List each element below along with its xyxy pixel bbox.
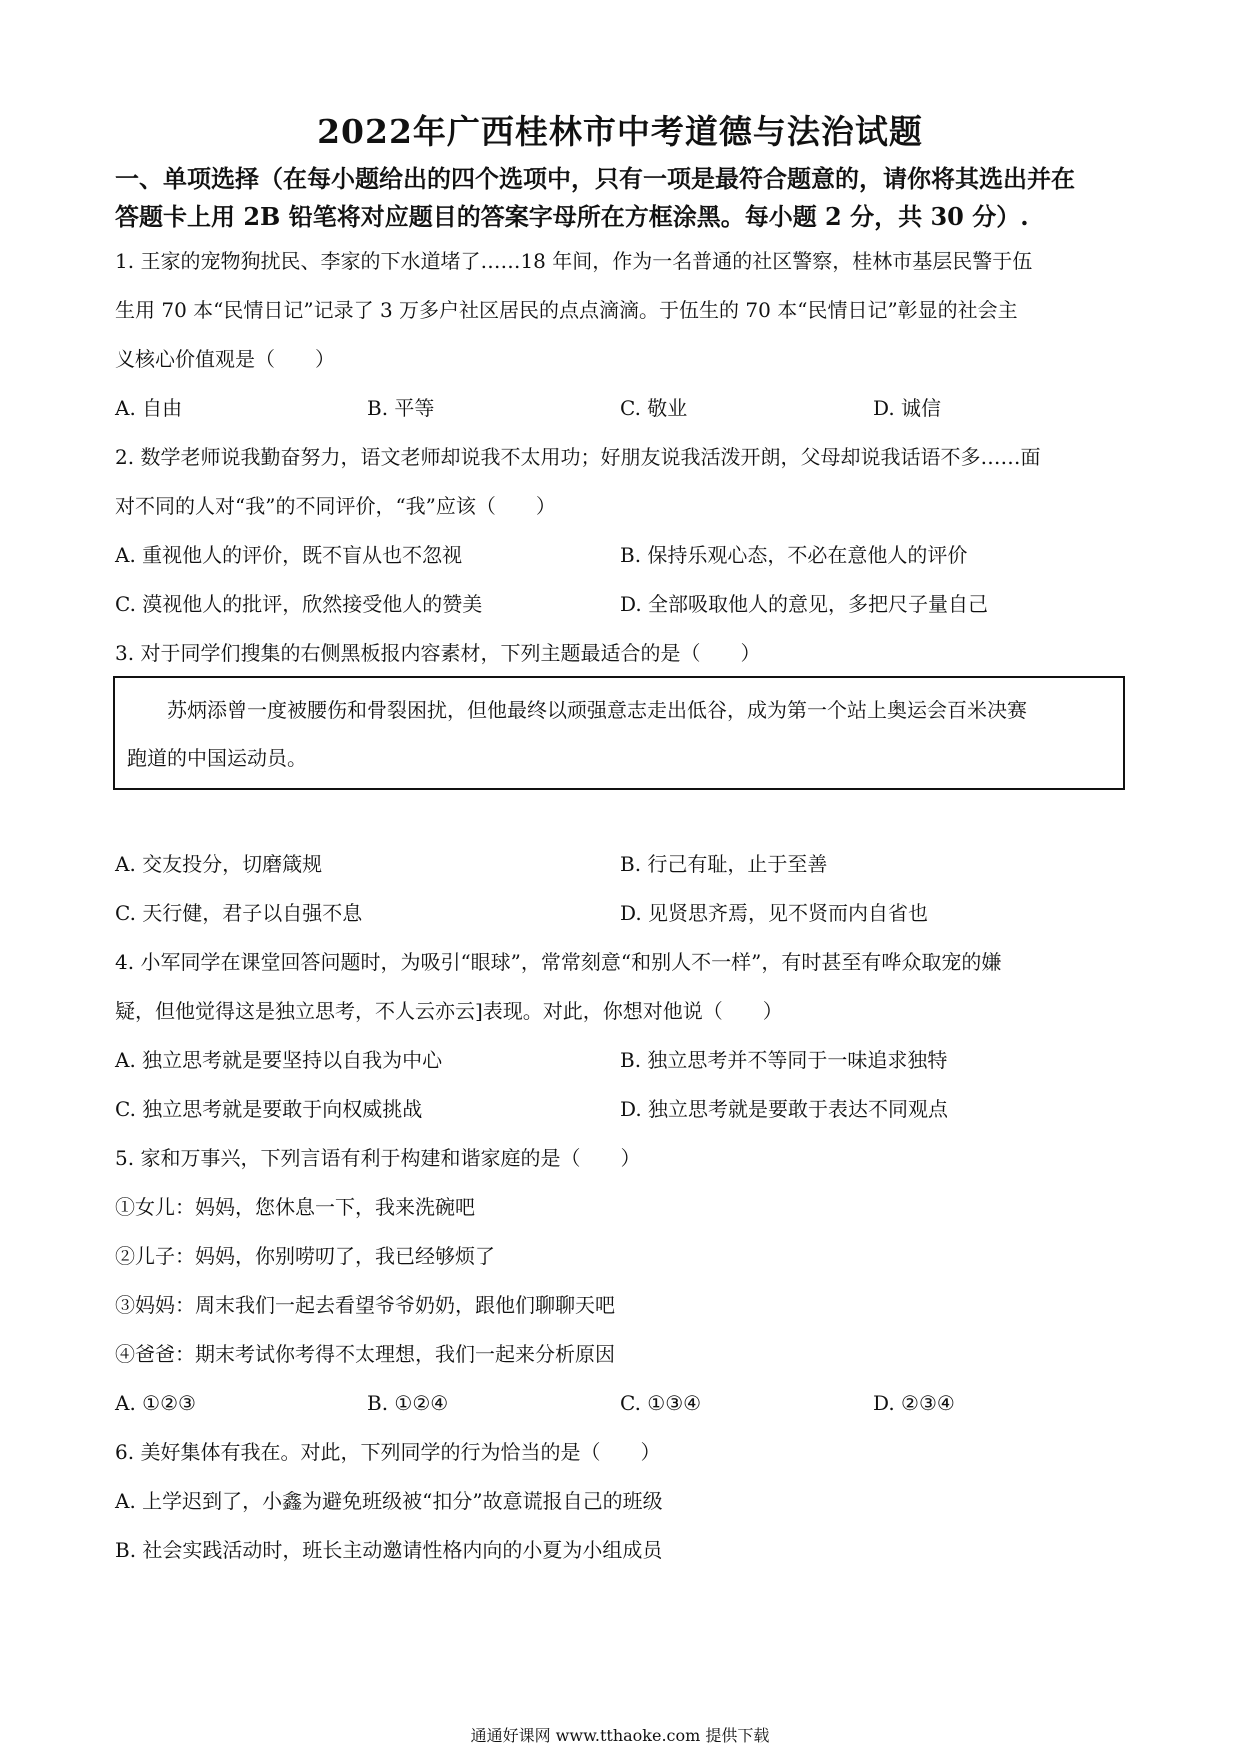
statement-item: ①女儿：妈妈，您休息一下，我来洗碗吧	[115, 1195, 475, 1219]
question-text: 疑，但他觉得这是独立思考，不人云亦云]表现。对此，你想对他说（ ）	[115, 999, 783, 1023]
question-4	[115, 938, 1135, 1036]
option-d: D. 全部吸取他人的意见，多把尺子量自己	[620, 592, 989, 616]
option-b: B. 社会实践活动时，班长主动邀请性格内向的小夏为小组成员	[115, 1538, 663, 1562]
option-d: D. 见贤思齐焉，见不贤而内自省也	[620, 901, 929, 925]
question-text: 4. 小军同学在课堂回答问题时，为吸引“眼球”，常常刻意“和别人不一样”，有时甚至有哗众取宠的嫌	[115, 950, 1002, 974]
page-title: 2022年广西桂林市中考道德与法治试题	[317, 112, 923, 151]
question-1	[115, 237, 1135, 384]
question-6	[115, 1428, 1135, 1575]
question-text: 生用 70 本“民情日记”记录了 3 万多户社区居民的点点滴滴。于伍生的 70 本“民情日记”彰显的社会主	[115, 298, 1018, 322]
option-b: B. 平等	[367, 396, 435, 420]
material-text: 苏炳添曾一度被腰伤和骨裂困扰，但他最终以顽强意志走出低谷，成为第一个站上奥运会百米决赛	[127, 698, 1027, 722]
option-c: C. 敬业	[620, 396, 688, 420]
option-a: A. ①②③	[115, 1391, 196, 1415]
question-2-options-row2	[115, 580, 1135, 629]
option-b: B. 保持乐观心态，不必在意他人的评价	[620, 543, 968, 567]
question-text: 2. 数学老师说我勤奋努力，语文老师却说我不太用功；好朋友说我活泼开朗，父母却说我话语不多……面	[115, 445, 1041, 469]
question-2-options-row1	[115, 531, 1135, 580]
question-4-options-row2	[115, 1085, 1135, 1134]
option-b: B. 独立思考并不等同于一味追求独特	[620, 1048, 948, 1072]
footer-watermark: 通通好课网 www.tthaoke.com 提供下载	[470, 1726, 770, 1745]
material-box	[113, 676, 1125, 790]
material-text: 跑道的中国运动员。	[127, 746, 307, 770]
section-heading	[115, 160, 1135, 236]
option-b: B. 行己有耻，止于至善	[620, 852, 828, 876]
option-d: D. 独立思考就是要敢于表达不同观点	[620, 1097, 949, 1121]
option-a: A. 独立思考就是要坚持以自我为中心	[115, 1048, 443, 1072]
statement-item: ④爸爸：期末考试你考得不太理想，我们一起来分析原因	[115, 1342, 615, 1366]
question-text: 5. 家和万事兴，下列言语有利于构建和谐家庭的是（ ）	[115, 1146, 641, 1170]
option-c: C. ①③④	[620, 1391, 702, 1415]
statement-item: ②儿子：妈妈，你别唠叨了，我已经够烦了	[115, 1244, 495, 1268]
option-c: C. 独立思考就是要敢于向权威挑战	[115, 1097, 423, 1121]
question-text: 1. 王家的宠物狗扰民、李家的下水道堵了……18 年间，作为一名普通的社区警察，桂林市基层民警于伍	[115, 249, 1033, 273]
option-a: A. 上学迟到了，小鑫为避免班级被“扣分”故意谎报自己的班级	[115, 1489, 663, 1513]
option-b: B. ①②④	[367, 1391, 449, 1415]
question-3-options-row1	[115, 840, 1135, 889]
question-text: 义核心价值观是（ ）	[115, 347, 335, 371]
question-3	[115, 629, 1135, 678]
option-c: C. 漠视他人的批评，欣然接受他人的赞美	[115, 592, 483, 616]
option-c: C. 天行健，君子以自强不息	[115, 901, 363, 925]
question-4-options-row1	[115, 1036, 1135, 1085]
option-a: A. 自由	[115, 396, 183, 420]
question-text: 3. 对于同学们搜集的右侧黑板报内容素材，下列主题最适合的是（ ）	[115, 641, 761, 665]
question-5	[115, 1134, 1135, 1379]
question-1-options	[115, 384, 1135, 433]
option-a: A. 重视他人的评价，既不盲从也不忽视	[115, 543, 463, 567]
question-2	[115, 433, 1135, 531]
option-d: D. ②③④	[873, 1391, 955, 1415]
question-5-options	[115, 1379, 1135, 1428]
option-a: A. 交友投分，切磨箴规	[115, 852, 323, 876]
question-text: 6. 美好集体有我在。对此，下列同学的行为恰当的是（ ）	[115, 1440, 661, 1464]
section-heading-line: 一、单项选择（在每小题给出的四个选项中，只有一项是最符合题意的，请你将其选出并在	[115, 164, 1075, 193]
section-heading-line: 答题卡上用 2B 铅笔将对应题目的答案字母所在方框涂黑。每小题 2 分，共 30 分）.	[115, 202, 1029, 231]
question-text: 对不同的人对“我”的不同评价，“我”应该（ ）	[115, 494, 556, 518]
option-d: D. 诚信	[873, 396, 942, 420]
question-3-options-row2	[115, 889, 1135, 938]
statement-item: ③妈妈：周末我们一起去看望爷爷奶奶，跟他们聊聊天吧	[115, 1293, 615, 1317]
